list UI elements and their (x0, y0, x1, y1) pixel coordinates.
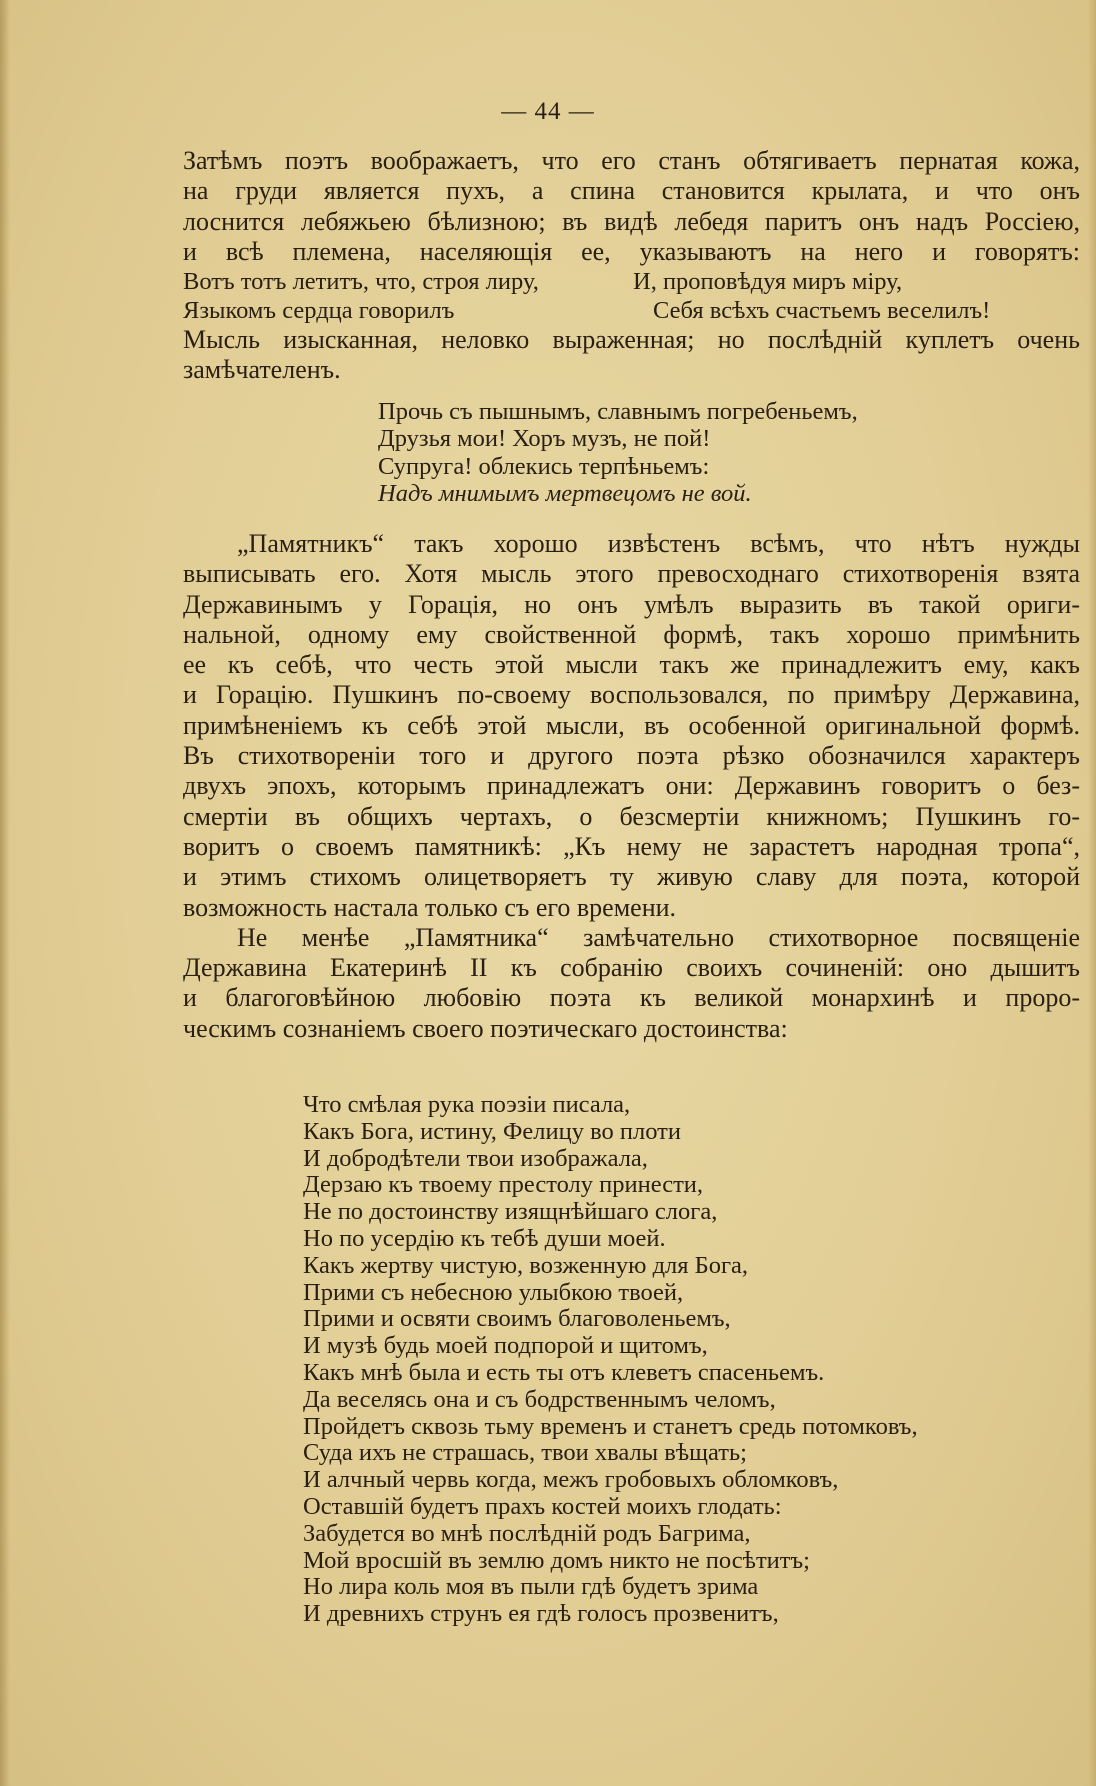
page-edge-right (1088, 0, 1096, 1786)
verse-line: Но лира коль моя въ пыли гдѣ будетъ зрима (303, 1573, 759, 1601)
verse-line: Пройдетъ сквозь тьму временъ и станетъ средь потомковъ, (303, 1412, 918, 1440)
verse-line: Дерзаю къ твоему престолу принести, (303, 1171, 704, 1199)
verse-line: Суда ихъ не страшась, твои хвалы вѣщать; (303, 1439, 747, 1467)
verse-line: Прочь съ пышнымъ, славнымъ погребеньемъ, (378, 398, 858, 425)
verse-line: Какъ мнѣ была и есть ты отъ клеветъ спасеньемъ. (303, 1358, 825, 1386)
poem-stanza-1 (378, 398, 858, 507)
verse-line: Прими и освяти своимъ благоволеньемъ, (303, 1305, 731, 1333)
couplet-line-2 (183, 296, 1080, 325)
text-line: воритъ о своемъ памятникѣ: „Къ нему не зарастетъ народная тропа“, (183, 831, 1080, 861)
page-number: — 44 — (501, 98, 595, 125)
verse-line: И добродѣтели твои изображала, (303, 1144, 648, 1172)
text-line: Не менѣе „Памятника“ замѣчательно стихотворное посвященіе (237, 922, 1080, 952)
text-line: двухъ эпохъ, которымъ принадлежатъ они: Державинъ говоритъ о без- (183, 771, 1080, 801)
verse-line: Да веселясь она и съ бодрственнымъ челомъ, (303, 1385, 776, 1413)
text-line: выписывать его. Хотя мысль этого превосходнаго стихотворенія взята (183, 559, 1080, 589)
couplet-right: Себя всѣхъ счастьемъ веселилъ! (653, 297, 991, 325)
verse-line: Прими съ небесною улыбкою твоей, (303, 1278, 684, 1306)
verse-line: Что смѣлая рука поэзіи писала, (303, 1091, 631, 1118)
paragraph-3 (183, 529, 1080, 1044)
verse-line: Мой вросшій въ землю домъ никто не посѣтитъ; (303, 1546, 810, 1574)
text-line: Державина Екатеринѣ II къ собранію своихъ сочиненій: оно дышитъ (183, 953, 1080, 983)
text-line: и Горацію. Пушкинъ по-своему воспользовался, по примѣру Державина, (183, 680, 1080, 710)
text-line: ческимъ сознаніемъ своего поэтическаго достоинства: (183, 1013, 788, 1043)
text-line: нальной, одному ему свойственной формѣ, такъ хорошо примѣнить (183, 619, 1080, 649)
verse-line-italic: Надъ мнимымъ мертвецомъ не вой. (378, 479, 752, 507)
text-line: Державинымъ у Горація, но онъ умѣлъ выразить въ такой ориги- (183, 589, 1080, 619)
text-line: замѣчателенъ. (183, 355, 341, 385)
text-line: примѣненіемъ къ себѣ этой мысли, въ особенной оригинальной формѣ. (183, 710, 1080, 740)
verse-line: Но по усердію къ тебѣ души моей. (303, 1224, 666, 1252)
text-line: и этимъ стихомъ олицетворяетъ ту живую славу для поэта, которой (183, 862, 1080, 892)
text-line: лоснится лебяжьею бѣлизною; въ видѣ лебедя паритъ онъ надъ Россіею, (183, 206, 1080, 236)
text-line: возможность настала только съ его времени. (183, 892, 677, 922)
text-line: ее къ себѣ, что честь этой мысли такъ же принадлежитъ ему, какъ (183, 650, 1080, 680)
text-line: на груди является пухъ, а спина становится крылата, и что онъ (183, 176, 1080, 206)
verse-line: Забудется во мнѣ послѣдній родъ Багрима, (303, 1519, 751, 1547)
text-line: и всѣ племена, населяющія ее, указываютъ на него и говорятъ: (183, 236, 1080, 266)
couplet-right: И, проповѣдуя миръ міру, (633, 268, 903, 296)
text-line: „Памятникъ“ такъ хорошо извѣстенъ всѣмъ, что нѣтъ нужды (237, 529, 1080, 558)
text-line: Въ стихотвореніи того и другого поэта рѣзко обозначился характеръ (183, 741, 1080, 771)
page-edge-left (0, 0, 10, 1786)
text-line: смертіи въ общихъ чертахъ, о безсмертіи книжномъ; Пушкинъ го- (183, 801, 1080, 831)
text-line: Затѣмъ поэтъ воображаетъ, что его станъ обтягиваетъ пернатая кожа, (183, 146, 1080, 175)
couplet-left: Языкомъ сердца говорилъ (183, 297, 455, 325)
poem-stanza-2 (303, 1092, 918, 1628)
verse-line: И алчный червь когда, межъ гробовыхъ обломковъ, (303, 1466, 839, 1494)
verse-line: И древнихъ струнъ ея гдѣ голосъ прозвенитъ, (303, 1600, 779, 1628)
text-line: Мысль изысканная, неловко выраженная; но послѣдній куплетъ очень (183, 325, 1080, 355)
verse-line: Не по достоинству изящнѣйшаго слога, (303, 1198, 718, 1226)
couplet-line-1 (183, 267, 1080, 296)
couplet-left: Вотъ тотъ летитъ, что, строя лиру, (183, 268, 539, 296)
verse-line: Какъ жертву чистую, возженную для Бога, (303, 1251, 749, 1279)
verse-line: Какъ Бога, истину, Фелицу во плоти (303, 1117, 681, 1145)
verse-line: Супруга! облекись терпѣньемъ: (378, 452, 710, 480)
text-line: и благоговѣйною любовію поэта къ великой монархинѣ и проро- (183, 983, 1080, 1013)
verse-line: Друзья мои! Хоръ музъ, не пой! (378, 425, 711, 453)
verse-line: И музѣ будь моей подпорой и щитомъ, (303, 1332, 708, 1360)
verse-line: Оставшій будетъ прахъ костей моихъ глодать: (303, 1492, 782, 1520)
paragraph-1 (183, 146, 1080, 386)
